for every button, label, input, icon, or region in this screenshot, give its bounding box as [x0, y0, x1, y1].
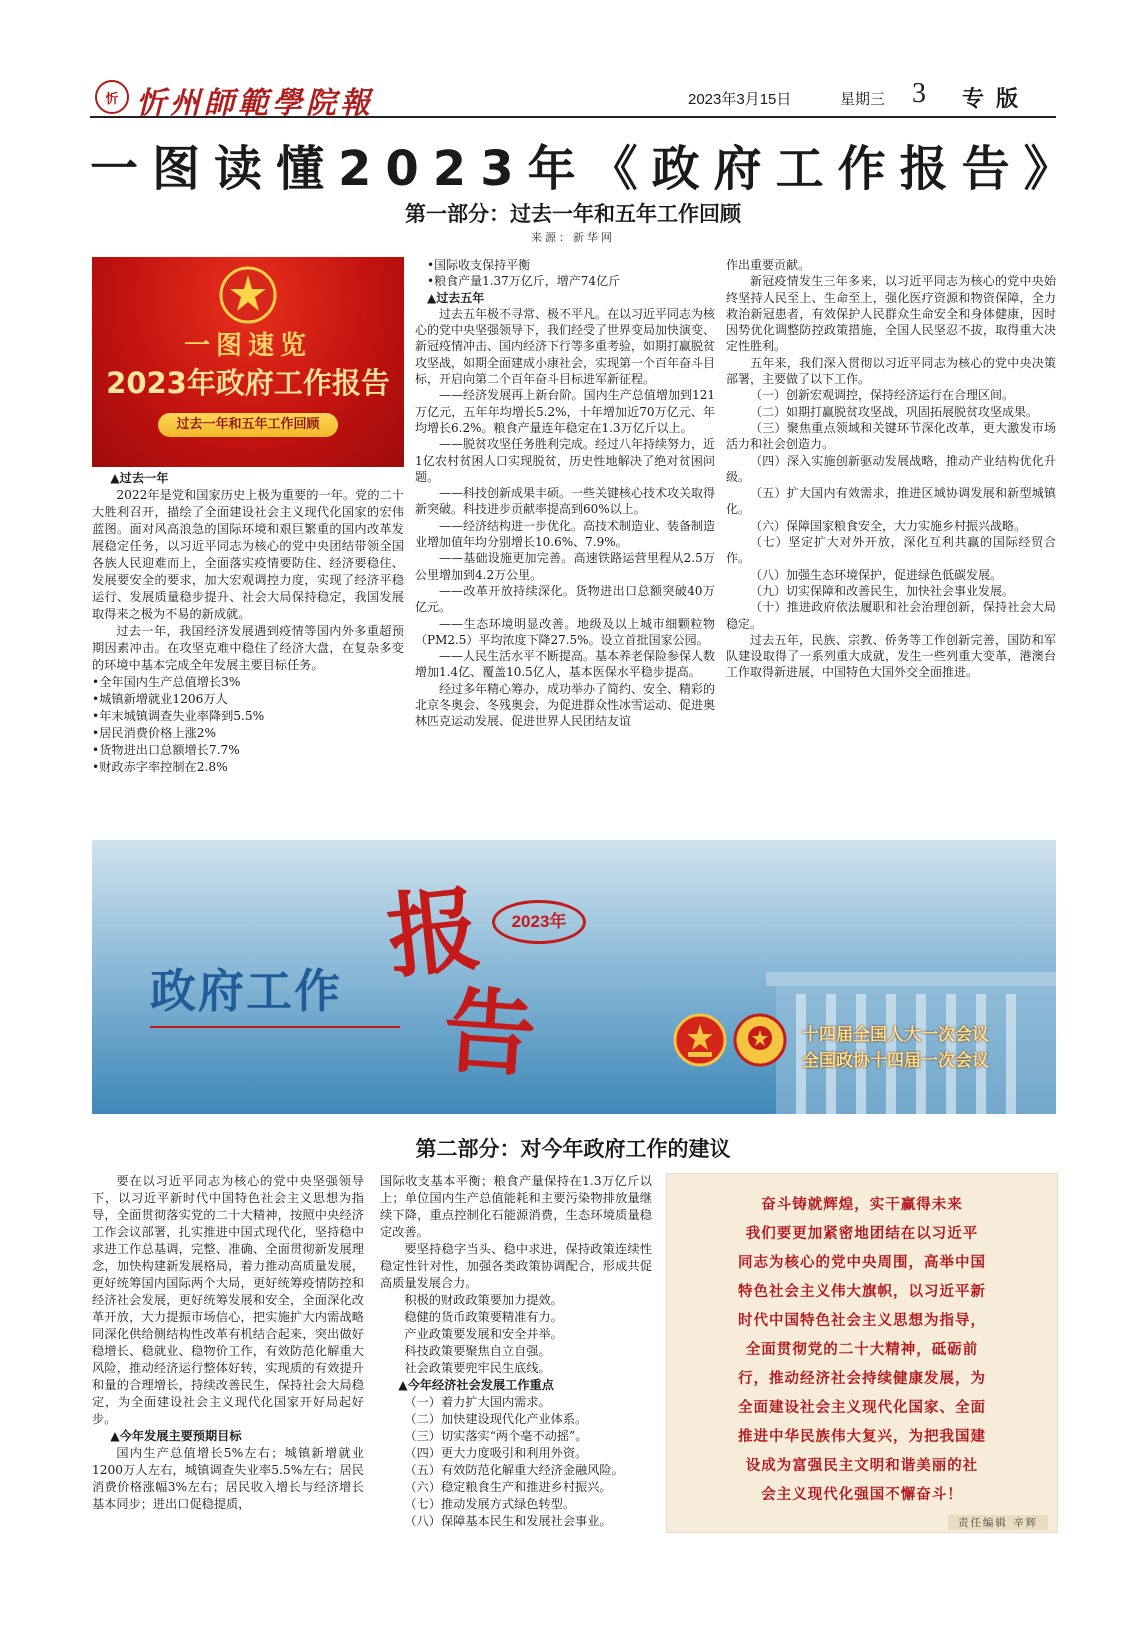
slogan-box — [666, 1173, 1058, 1533]
national-emblem-icon — [218, 265, 278, 325]
bullet-item: •城镇新增就业1206万人 — [92, 692, 228, 706]
page-headline: 一图读懂2023年《政府工作报告》 — [90, 141, 1086, 197]
school-logo: 忻 — [95, 80, 129, 114]
list-item: （一）着力扩大国内需求。 — [404, 1395, 551, 1409]
column-5 — [380, 1173, 652, 1530]
banner-underline — [150, 1026, 400, 1028]
banner-title: 政府工作 — [150, 964, 342, 1018]
page-number: 3 — [912, 78, 926, 109]
report-banner-image — [92, 257, 404, 467]
column-2 — [415, 257, 715, 730]
meeting-npc: 十四届全国人大一次会议 — [802, 1025, 989, 1045]
bullet-item: •年末城镇调查失业率降到5.5% — [92, 709, 265, 723]
issue-date: 2023年3月15日 — [688, 91, 792, 108]
bullet-item: •国际收支保持平衡 — [427, 258, 531, 272]
paragraph: 要坚持稳字当头、稳中求进，保持政策连续性稳定性针对性，加强各类政策协调配合，形成共促高质量发展合力。 — [380, 1242, 652, 1290]
paragraph: 过去五年，民族、宗教、侨务等工作创新完善，国防和军队建设取得了一系列重大成就，发生一些列重大变革，港澳台工作取得新进展，中国特色大国外交全面推进。 — [726, 632, 1056, 680]
government-report-banner — [92, 840, 1056, 1114]
slogan-line: 特色社会主义伟大旗帜，以习近平新 — [738, 1283, 986, 1300]
bullet-item: •粮食产量1.37万亿斤，增产74亿斤 — [427, 274, 621, 289]
column-3 — [726, 257, 1056, 681]
list-item: （十）推进政府依法履职和社会治理创新，保持社会大局稳定。 — [726, 600, 1056, 631]
banner-tag: 过去一年和五年工作回顾 — [158, 413, 338, 437]
column-1 — [92, 470, 404, 776]
list-item: （八）保障基本民生和发展社会事业。 — [404, 1514, 612, 1528]
list-item: （三）切实落实“两个毫不动摇”。 — [404, 1429, 588, 1443]
year-badge: 2023年 — [492, 900, 586, 944]
slogan-line: 我们要更加紧密地团结在以习近平 — [745, 1225, 979, 1242]
list-item: （二）如期打赢脱贫攻坚战，巩固拓展脱贫攻坚成果。 — [750, 404, 1039, 419]
list-item: （二）加快建设现代化产业体系。 — [404, 1412, 588, 1426]
newspaper-name: 忻州師範學院報 — [136, 86, 374, 121]
paragraph: 过去一年，我国经济发展遇到疫情等国内外多重超预期因素冲击。在攻坚克难中稳住了经济大盘，在复杂多变的环境中基本完成全年发展主要目标任务。 — [92, 624, 404, 672]
slogan-line: 奋斗铸就辉煌，实干赢得未来 — [761, 1196, 963, 1213]
national-emblem-icon — [672, 1012, 728, 1068]
section-heading: ▲今年经济社会发展工作重点 — [398, 1378, 554, 1392]
list-item: （六）保障国家粮食安全，大力实施乡村振兴战略。 — [750, 518, 1027, 533]
slogan-line: 同志为核心的党中央周围，高举中国 — [738, 1254, 986, 1271]
slogan-text — [667, 1190, 1057, 1509]
policy-line: 社会政策要兜牢民生底线。 — [404, 1361, 551, 1375]
meeting-cppcc: 全国政协十四届一次会议 — [802, 1051, 989, 1071]
paragraph: ——基础设施更加完善。高速铁路运营里程从2.5万公里增加到4.2万公里。 — [415, 551, 715, 582]
paragraph: ——经济结构进一步优化。高技术制造业、装备制造业增加值年均分别增长10.6%、7.9%。 — [415, 518, 716, 550]
slogan-line: 全面贯彻党的二十大精神，砥砺前 — [745, 1341, 979, 1358]
policy-line: 科技政策要聚焦自立自强。 — [404, 1344, 551, 1358]
slogan-line: 会主义现代化强国不懈奋斗！ — [761, 1486, 963, 1503]
masthead-rule — [90, 116, 1056, 118]
policy-line: 稳健的货币政策要精准有力。 — [404, 1310, 563, 1324]
paragraph: 国际收支基本平衡；粮食产量保持在1.3万亿斤以上；单位国内生产总值能耗和主要污染物排放量继续下降，重点控制化石能源消费，生态环境质量稳定改善。 — [380, 1174, 652, 1239]
paragraph: 五年来，我们深入贯彻以习近平同志为核心的党中央决策部署，主要做了以下工作。 — [726, 355, 1056, 387]
editor-credit: 责任编辑 辛辉 — [948, 1515, 1048, 1530]
list-item: （五）扩大国内有效需求，推进区域协调发展和新型城镇化。 — [726, 486, 1056, 517]
list-item: （四）更大力度吸引和利用外资。 — [404, 1446, 588, 1460]
bullet-item: •居民消费价格上涨2% — [92, 726, 217, 740]
policy-line: 积极的财政政策要加力提效。 — [404, 1293, 563, 1307]
paragraph: ——改革开放持续深化。货物进出口总额突破40万亿元。 — [415, 583, 715, 615]
list-item: （八）加强生态环境保护，促进绿色低碳发展。 — [750, 567, 1003, 582]
part1-title: 第一部分：过去一年和五年工作回顾 — [405, 202, 741, 226]
section-heading: ▲今年发展主要预期目标 — [110, 1429, 242, 1443]
list-item: （四）深入实施创新驱动发展战略，推动产业结构优化升级。 — [726, 453, 1056, 484]
policy-line: 产业政策要发展和安全并举。 — [404, 1327, 563, 1341]
paragraph: 2022年是党和国家历史上极为重要的一年。党的二十大胜利召开，描绘了全面建设社会主义现代化国家的宏伟蓝图。面对风高浪急的国际环境和艰巨繁重的国内改革发展稳定任务，以习近平同志为核心的党中央团结带领全国各族人民迎难而上，全面落实疫情要防住、经济要稳住、发展要安全的要求，加大宏观调控力度，实现了经济平稳运行、发展质量稳步提升、社会大局保持稳定，我国发展取得来之极为不易的新成就。 — [92, 488, 404, 621]
section-label: 专版 — [962, 87, 1031, 112]
list-item: （一）创新宏观调控，保持经济运行在合理区间。 — [750, 388, 1015, 403]
paragraph: ——人民生活水平不断提高。基本养老保险参保人数增加1.4亿、覆盖10.5亿人，基本医保水平稳步提高。 — [415, 649, 716, 680]
cppcc-emblem-icon — [732, 1012, 788, 1068]
list-item: （六）稳定粮食生产和推进乡村振兴。 — [404, 1480, 612, 1494]
slogan-line: 推进中华民族伟大复兴，为把我国建 — [738, 1428, 986, 1445]
paragraph: ——生态环境明显改善。地级及以上城市细颗粒物（PM2.5）平均浓度下降27.5%。设立首批国家公园。 — [415, 616, 715, 647]
column-4 — [92, 1173, 364, 1513]
paragraph: 要在以习近平同志为核心的党中央坚强领导下，以习近平新时代中国特色社会主义思想为指导，全面贯彻落实党的二十大精神，按照中央经济工作会议部署，扎实推进中国式现代化，坚持稳中求进工作总基调，完整、准确、全面贯彻新发展理念，加快构建新发展格局，着力推动高质量发展，更好统筹国内国际两个大局，更好统筹疫情防控和经济社会发展，更好统筹发展和安全，全面深化改革开放，大力提振市场信心，把实施扩大内需战略同深化供给侧结构性改革有机结合起来，突出做好稳增长、稳就业、稳物价工作，有效防范化解重大风险，推动经济运行整体好转，实现质的有效提升和量的合理增长，持续改善民生，保持社会大局稳定，为全面建设社会主义现代化国家开好局起好步。 — [92, 1174, 364, 1426]
slogan-line: 时代中国特色社会主义思想为指导， — [738, 1312, 986, 1329]
paragraph: ——科技创新成果丰硕。一些关键核心技术攻关取得新突破。科技进步贡献率提高到60%以上。 — [415, 486, 716, 517]
paragraph: 作出重要贡献。 — [726, 258, 811, 272]
bullet-item: •全年国内生产总值增长3% — [92, 675, 241, 689]
list-item: （五）有效防范化解重大经济金融风险。 — [404, 1463, 624, 1477]
part2-title: 第二部分：对今年政府工作的建议 — [415, 1137, 731, 1161]
banner-line2: 2023年政府工作报告 — [106, 366, 390, 400]
calligraphy-bao: 报 — [382, 874, 486, 992]
list-item: （三）聚焦重点领域和关键环节深化改革，更大激发市场活力和社会创造力。 — [726, 420, 1056, 452]
great-hall-icon — [756, 924, 1056, 1114]
slogan-line: 设成为富强民主文明和谐美丽的社 — [745, 1457, 979, 1474]
paragraph: ——脱贫攻坚任务胜利完成。经过八年持续努力，近1亿农村贫困人口实现脱贫，历史性地解决了绝对贫困问题。 — [415, 437, 716, 484]
list-item: （七）推动发展方式绿色转型。 — [404, 1497, 576, 1511]
slogan-line: 行，推动经济社会持续健康发展，为 — [738, 1370, 986, 1387]
calligraphy-gao: 告 — [439, 975, 540, 1091]
paragraph: 过去五年极不寻常、极不平凡。在以习近平同志为核心的党中央坚强领导下，我们经受了世界变局加快演变、新冠疫情冲击、国内经济下行等多重考验，如期打赢脱贫攻坚战，如期全面建成小康社会，实现第一个百年奋斗目标，开启向第二个百年奋斗目标进军新征程。 — [415, 306, 716, 387]
paragraph: 新冠疫情发生三年多来，以习近平同志为核心的党中央始终坚持人民至上、生命至上，强化医疗资源和物资保障，全力救治新冠患者，有效保护人民群众生命安全和身体健康，因时因势优化调整防控政策措施，全国人民坚忍不拔，取得重大决定性胜利。 — [726, 274, 1056, 354]
section-heading: ▲过去五年 — [427, 290, 485, 305]
bullet-item: •货物进出口总额增长7.7% — [92, 743, 240, 757]
issue-weekday: 星期三 — [840, 90, 886, 108]
banner-line1: 一图速览 — [183, 331, 312, 361]
paragraph: 国内生产总值增长5%左右；城镇新增就业1200万人左右，城镇调查失业率5.5%左右；居民消费价格涨幅3%左右；居民收入增长与经济增长基本同步；进出口促稳提质， — [92, 1446, 364, 1511]
source-line: 来源：新华网 — [531, 231, 615, 244]
list-item: （九）切实保障和改善民生，加快社会事业发展。 — [750, 583, 1015, 598]
slogan-line: 全面建设社会主义现代化国家、全面 — [738, 1399, 986, 1416]
section-heading: ▲过去一年 — [110, 471, 169, 485]
paragraph: 经过多年精心筹办，成功举办了简约、安全、精彩的北京冬奥会、冬残奥会，为促进群众性冰雪运动、促进奥林匹克运动发展、促进世界人民团结友谊 — [415, 681, 716, 729]
paragraph: ——经济发展再上新台阶。国内生产总值增加到121万亿元，五年年均增长5.2%，十年增加近70万亿元、年均增长6.2%。粮食产量连年稳定在1.3万亿斤以上。 — [415, 388, 715, 435]
bullet-item: •财政赤字率控制在2.8% — [92, 760, 228, 774]
list-item: （七）坚定扩大对外开放，深化互利共赢的国际经贸合作。 — [726, 535, 1056, 566]
